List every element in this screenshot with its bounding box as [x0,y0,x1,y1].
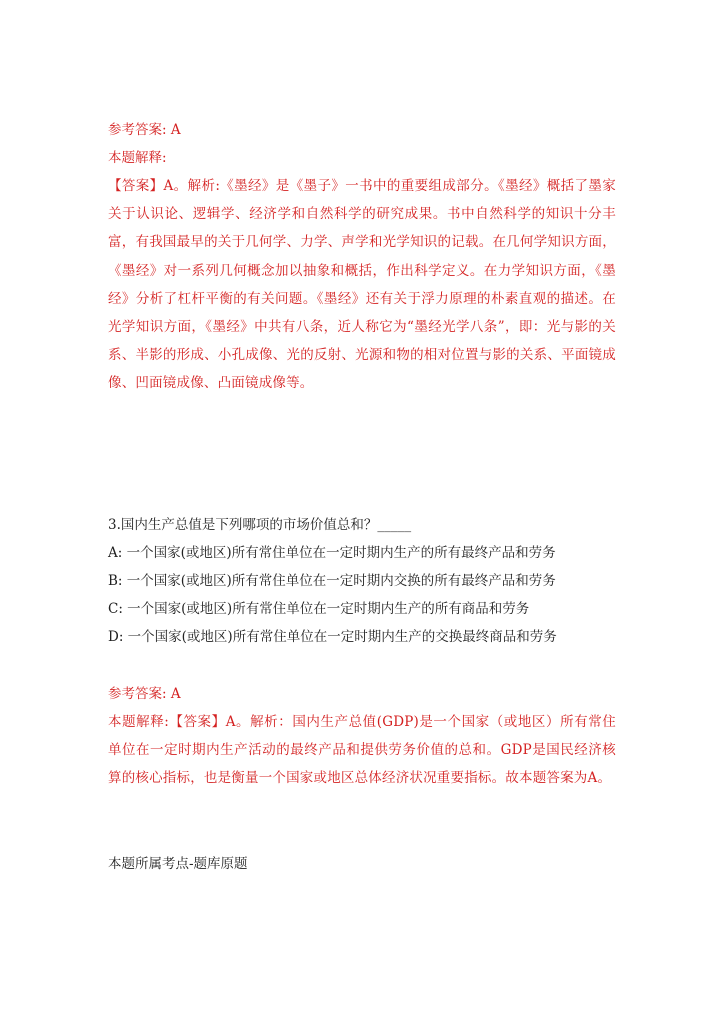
q3-answer-section [108,680,616,793]
q3-question: 3.国内生产总值是下列哪项的市场价值总和？_____ [108,517,412,533]
q2-explanation-tag: 【答案】 [108,178,164,194]
q2-explanation-text: A。解析:《墨经》是《墨子》一书中的重要组成部分。《墨经》概括了墨家关于认识论、逻辑学、经济学和自然科学的研究成果。书中自然科学的知识十分丰富，有我国最早的关于几何学、力学、声学和光学知识的记载。在几何学知识方面，《墨经》对一系列几何概念加以抽象和概括，作出科学定义。在力学知识方面，《墨经》分析了杠杆平衡的有关问题。《墨经》还有关于浮力原理的朴素直观的描述。在光学知识方面，《墨经》中共有八条，近人称它为“墨经光学八条”，即：光与影的关系、半影的形成、小孔成像、光的反射、光源和物的相对位置与影的关系、平面镜成像、凹面镜成像、凸面镜成像等。 [108,178,616,392]
q3-explanation [108,708,616,793]
q3-option-a: A: 一个国家(或地区)所有常住单位在一定时期内生产的所有最终产品和劳务 [108,545,556,561]
q3-explanation-label: 本题解释: [108,714,170,730]
q3-explanation-text: A。解析：国内生产总值(GDP)是一个国家（或地区）所有常住单位在一定时期内生产活动的最终产品和提供劳务价值的总和。GDP是国民经济核算的核心指标，也是衡量一个国家或地区总体经济状况重要指标。故本题答案为A。 [108,714,616,787]
q2-answer-section [108,116,616,398]
q3-option-c: C: 一个国家(或地区)所有常住单位在一定时期内生产的所有商品和劳务 [108,601,530,617]
q3-explanation-tag: 【答案】 [169,714,226,730]
q2-explanation-label: 本题解释: [108,150,167,166]
q3-option-d: D: 一个国家(或地区)所有常住单位在一定时期内生产的交换最终商品和劳务 [108,629,557,645]
q2-answer-line: 参考答案: A [108,122,181,138]
q3-category-section [108,850,616,878]
q3-option-b: B: 一个国家(或地区)所有常住单位在一定时期内交换的所有最终产品和劳务 [108,573,556,589]
q2-explanation [108,172,616,398]
q3-question-section [108,511,616,651]
q3-answer-line: 参考答案: A [108,686,181,702]
q3-category: 本题所属考点-题库原题 [108,856,248,872]
